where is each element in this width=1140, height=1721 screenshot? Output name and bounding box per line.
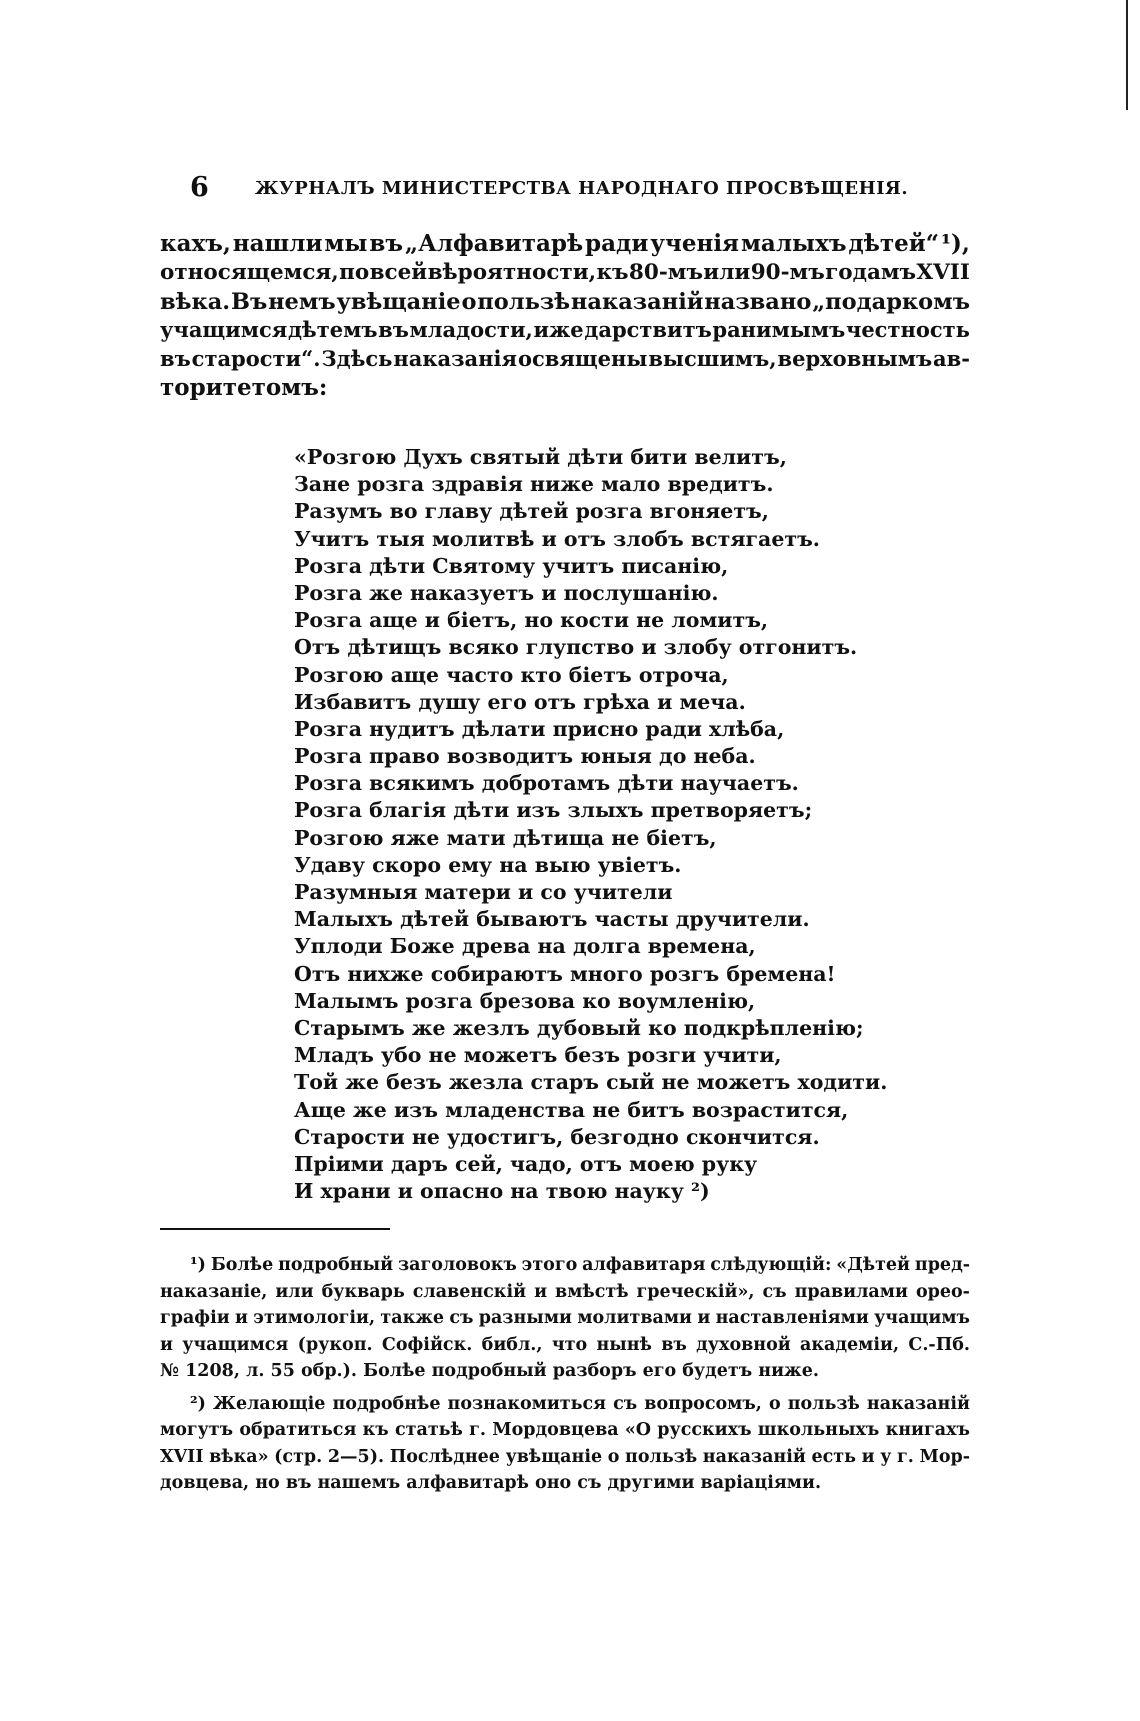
word: учащимся	[182, 1334, 289, 1355]
footnote-line	[160, 1305, 970, 1332]
word: ²)	[190, 1393, 206, 1414]
verse-line: Младъ убо не можетъ безъ розги учити,	[294, 1043, 782, 1068]
word: молитвами	[577, 1308, 693, 1328]
word: ¹)	[190, 1255, 206, 1275]
word: пред-	[914, 1255, 970, 1275]
word: этимологіи,	[253, 1308, 376, 1328]
verse-line: Отъ нихже собираютъ много розгъ бремена!	[294, 961, 836, 986]
word: 80-мъ	[628, 259, 703, 285]
word: что	[551, 1334, 588, 1355]
word: нашли	[232, 230, 323, 257]
word: кахъ,	[160, 230, 231, 257]
word: Здѣсь	[321, 346, 393, 372]
verse-line: Пріими даръ сей, чадо, отъ моею руку	[294, 1151, 758, 1176]
word: или	[275, 1281, 314, 1302]
word: верховнымъ	[777, 346, 933, 372]
word: вѣроятности,	[427, 259, 597, 285]
word: въ	[160, 346, 191, 372]
word: Мор-	[919, 1446, 970, 1467]
word: увѣщаніе	[505, 1446, 603, 1467]
word: 90-мъ	[750, 259, 825, 285]
verse-quotation	[294, 444, 887, 1205]
verse-line: Старымъ же жезлъ дубовый ко подкрѣпленію;	[294, 1015, 864, 1040]
word: ученія	[650, 230, 740, 257]
word: старости“.	[191, 346, 321, 372]
word: слѣдующій:	[710, 1255, 832, 1275]
word: пользѣ	[477, 288, 571, 315]
word: съ	[449, 1308, 474, 1328]
word: обратиться	[239, 1420, 357, 1440]
verse-line: Избавитъ душу его отъ грѣха и меча.	[294, 689, 746, 714]
footnote-line	[160, 1252, 970, 1279]
word: дарствитъ	[584, 317, 712, 343]
word: вѣка»	[209, 1446, 269, 1467]
verse-line: И храни и опасно на твою науку ²)	[294, 1179, 710, 1204]
verse-line: Розга аще и біетъ, но кости не ломитъ,	[294, 608, 769, 633]
paragraph-line	[160, 316, 970, 345]
word: школьныхъ	[757, 1420, 880, 1440]
verse-line: Розгою аще часто кто біетъ отроча,	[294, 662, 729, 687]
word: или	[703, 259, 751, 285]
word: и	[534, 1281, 548, 1302]
word: освящены	[517, 346, 648, 372]
word: малыхъ	[740, 230, 847, 257]
page-number: 6	[190, 172, 209, 203]
verse-line: Учитъ тыя молитвѣ и отъ злобъ встягаетъ.	[294, 526, 820, 551]
footnote-line	[160, 1444, 970, 1471]
word: подробнѣе	[332, 1393, 441, 1414]
verse-line: Розга же наказуетъ и послушанію.	[294, 580, 719, 605]
page-edge-line	[1126, 0, 1128, 110]
word: алфавитаря	[582, 1255, 706, 1275]
footnote-2	[160, 1391, 970, 1497]
word: подробный	[278, 1255, 394, 1275]
verse-line: Разумныя матери и со учители	[294, 880, 673, 904]
word: „Алфавитарѣ	[404, 230, 584, 257]
verse-line: Розга благія дѣти изъ злыхъ претворяетъ;	[294, 798, 813, 823]
word: всей	[369, 259, 428, 285]
word: наказаній	[570, 288, 704, 315]
word: дѣтемъ	[287, 317, 378, 343]
word: Болѣе	[210, 1255, 274, 1275]
verse-line: Розгою яже мати дѣтища не біетъ,	[294, 825, 717, 850]
word: XVII	[916, 259, 970, 285]
word: Желающіе	[213, 1393, 326, 1414]
verse-line: Розга дѣти Святому учитъ писанію,	[294, 553, 729, 578]
word: въ	[661, 1334, 687, 1355]
word: книгахъ	[885, 1420, 970, 1440]
word: этого	[521, 1255, 578, 1275]
word: академіи,	[800, 1334, 900, 1355]
verse-line: «Розгою Духъ святый дѣти бити велитъ,	[294, 445, 787, 469]
verse-line: Розга нудитъ дѣлати присно ради хлѣба,	[294, 716, 785, 741]
word: «Дѣтей	[836, 1255, 911, 1275]
footnote-line	[160, 1332, 970, 1359]
word: высшимъ,	[648, 346, 777, 372]
paragraph-line	[160, 345, 970, 374]
running-title: ЖУРНАЛЪ МИНИСТЕРСТВА НАРОДНАГО ПРОСВѢЩЕНІЯ.	[255, 178, 909, 199]
word: учащимся	[160, 317, 288, 343]
word: ¹),	[940, 230, 970, 257]
word: букварь	[321, 1281, 405, 1302]
word: Въ	[230, 288, 268, 315]
word: славенскій	[412, 1281, 527, 1302]
word: къ	[362, 1420, 389, 1440]
paragraph-line: торитетомъ:	[160, 373, 328, 401]
footnote-line	[160, 1279, 970, 1306]
word: и	[160, 1334, 173, 1355]
verse-line: Аще же изъ младенства не битъ возрастится,	[294, 1097, 849, 1122]
word: Софійск.	[381, 1334, 473, 1355]
word: «О	[624, 1420, 652, 1440]
word: (рукоп.	[297, 1334, 373, 1355]
paragraph-line	[160, 259, 970, 288]
verse-line: Малыхъ дѣтей бываютъ часты дручители.	[294, 907, 810, 932]
verse-line: Той же безъ жезла старъ сый не можетъ ходити.	[294, 1070, 888, 1095]
word: иже	[533, 317, 584, 343]
word: мы	[324, 230, 368, 257]
word: „подаркомъ	[812, 288, 970, 315]
word: разными	[478, 1308, 573, 1328]
word: ав-	[933, 346, 970, 372]
word: увѣщаніе	[336, 288, 461, 315]
footnote-1	[160, 1252, 970, 1385]
word: у	[880, 1446, 892, 1467]
word: орео-	[915, 1281, 970, 1302]
word: библ.,	[481, 1334, 543, 1355]
word: о	[768, 1393, 781, 1414]
word: 2—5).	[327, 1446, 385, 1467]
word: графіи	[160, 1308, 230, 1328]
word: познакомиться	[447, 1393, 607, 1414]
word: правилами	[794, 1281, 908, 1302]
word: греческій»,	[636, 1281, 755, 1302]
word: наказаніе,	[160, 1281, 268, 1302]
footnote-line	[160, 1391, 970, 1418]
word: пользѣ	[625, 1446, 698, 1467]
word: С.-Пб.	[908, 1334, 970, 1355]
word: наказанія	[393, 346, 518, 372]
word: вопросомъ,	[644, 1393, 762, 1414]
footnote-line: № 1208, л. 55 обр.). Болѣе подробный разборъ его будетъ ниже.	[160, 1361, 819, 1381]
word: ради	[585, 230, 649, 257]
word: и	[697, 1308, 711, 1328]
word: младости,	[409, 317, 533, 343]
verse-line: Старости не удостигъ, безгодно скончится.	[294, 1124, 820, 1149]
word: по	[339, 259, 370, 285]
word: Послѣднее	[389, 1446, 500, 1467]
word: статьѣ	[395, 1420, 463, 1440]
word: наказаній	[866, 1393, 970, 1414]
verse-line: Разумъ во главу дѣтей розга вгоняетъ,	[294, 499, 769, 524]
word: въ	[369, 230, 403, 257]
word: пользѣ	[787, 1393, 860, 1414]
word: есть	[811, 1446, 856, 1467]
verse-line: Розга всякимъ добротамъ дѣти научаетъ.	[294, 771, 799, 796]
word: немъ	[268, 288, 336, 315]
verse-line: Удаву скоро ему на выю увіетъ.	[294, 852, 682, 877]
verse-line: Зане розга здравія ниже мало вредитъ.	[294, 472, 774, 497]
footnote-line	[160, 1417, 970, 1444]
word: и	[235, 1308, 248, 1328]
footnotes	[160, 1252, 970, 1497]
verse-line: Розга право возводитъ юныя до неба.	[294, 744, 756, 769]
word: наказаній	[702, 1446, 806, 1467]
footnote-line: довцева, но въ нашемъ алфавитарѣ оно съ другими варіаціями.	[160, 1473, 822, 1493]
word: вмѣстѣ	[555, 1281, 629, 1302]
verse-line: Уплоди Боже древа на долга времена,	[294, 934, 756, 959]
word: также	[380, 1308, 445, 1328]
word: честность	[845, 317, 970, 343]
word: XVII	[160, 1446, 204, 1467]
paragraph-line	[160, 230, 970, 259]
word: ранимымъ	[712, 317, 846, 343]
word: съ	[613, 1393, 638, 1414]
word: (стр.	[274, 1446, 323, 1467]
word: названо	[704, 288, 812, 315]
word: духовной	[696, 1334, 791, 1355]
word: съ	[762, 1281, 787, 1302]
word: г.	[897, 1446, 914, 1467]
verse-line: Отъ дѣтищъ всяко глупство и злобу отгонитъ.	[294, 635, 858, 660]
word: вѣка.	[160, 288, 231, 315]
word: нынѣ	[596, 1334, 652, 1355]
word: могутъ	[160, 1420, 234, 1440]
word: заголовокъ	[398, 1255, 517, 1275]
word: Мордовцева	[492, 1420, 619, 1440]
paragraph-line	[160, 288, 970, 317]
word: дѣтей“	[848, 230, 940, 257]
word: о	[461, 288, 477, 315]
word: годамъ	[825, 259, 917, 285]
word: въ	[378, 317, 409, 343]
verse-line: Малымъ розга брезова ко воумленію,	[294, 988, 756, 1013]
word: о	[607, 1446, 620, 1467]
word: учащимъ	[874, 1308, 970, 1328]
word: къ	[596, 259, 629, 285]
word: русскихъ	[657, 1420, 752, 1440]
word: относящемся,	[160, 259, 339, 285]
body-paragraph	[160, 230, 970, 403]
word: и	[861, 1446, 875, 1467]
word: г.	[469, 1420, 486, 1440]
footnote-separator	[160, 1228, 390, 1230]
word: наставленіями	[715, 1308, 869, 1328]
